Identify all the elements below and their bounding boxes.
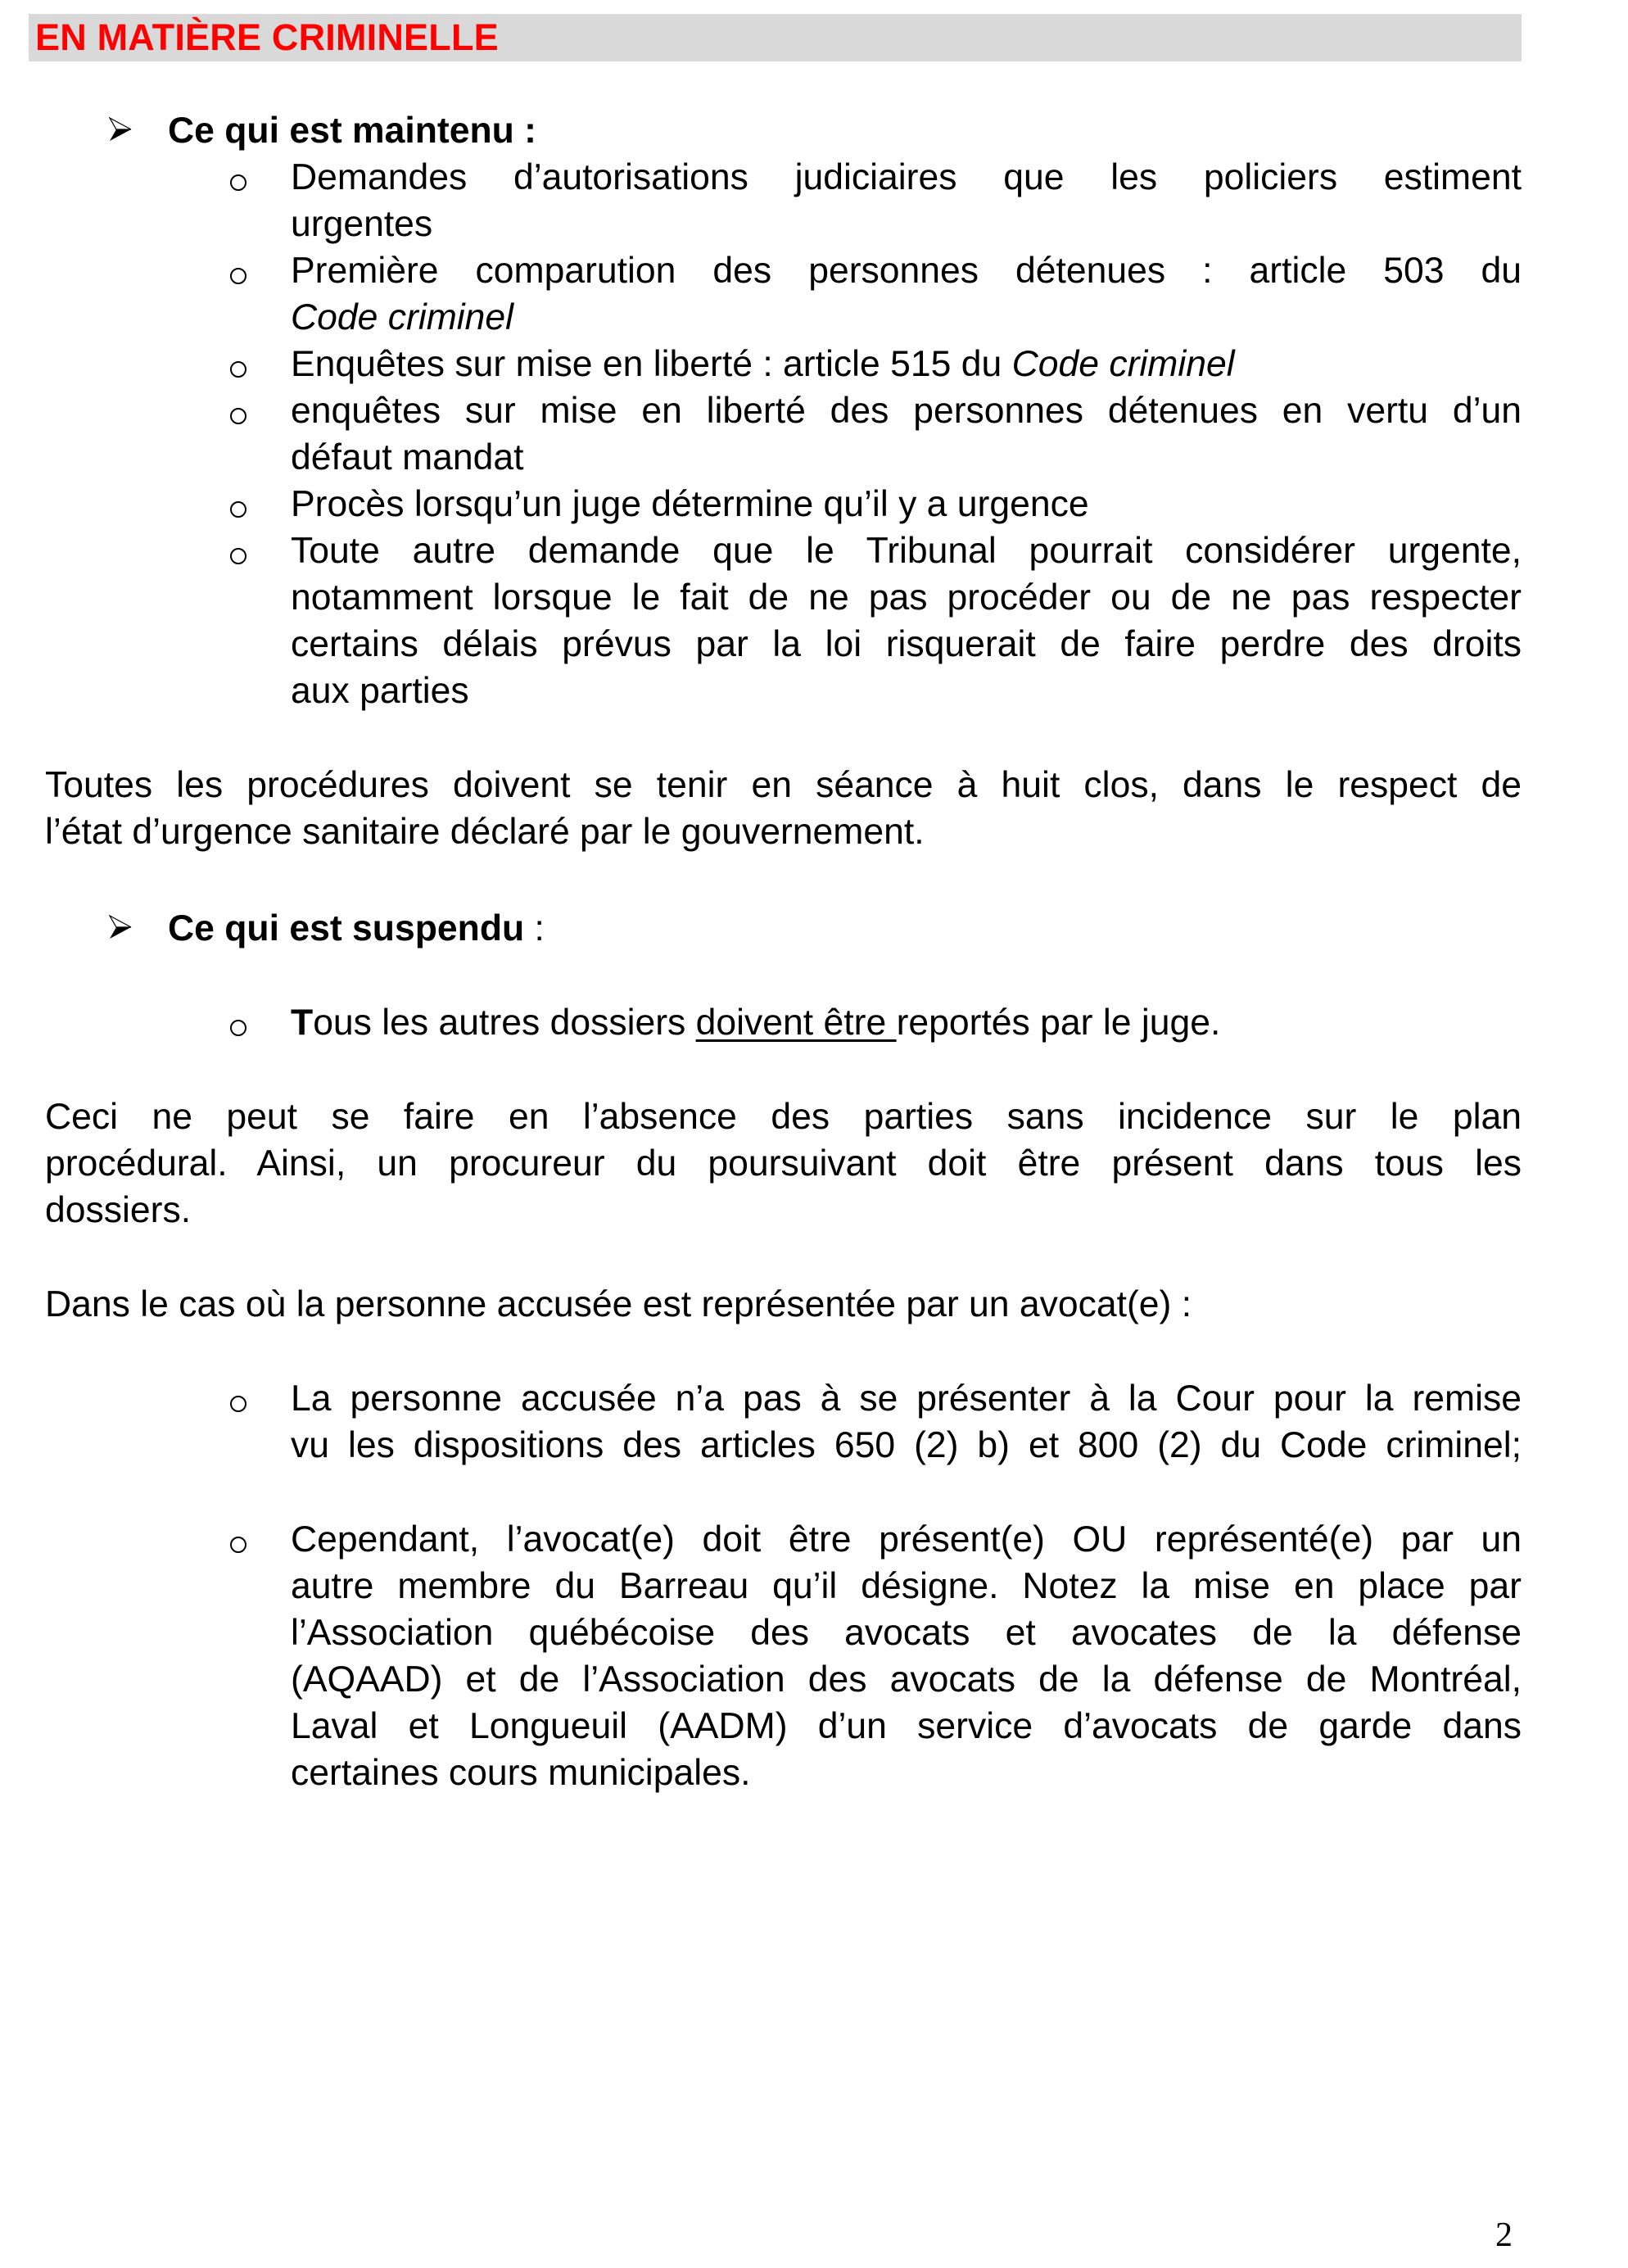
section-header-band	[29, 14, 1522, 61]
circle-bullet-icon	[230, 501, 246, 518]
circle-bullet-icon	[230, 1020, 246, 1036]
list-item-line	[291, 341, 1235, 387]
circle-bullet-icon	[230, 408, 246, 424]
list-item-bold-letter: T	[291, 1003, 314, 1043]
list-item-line	[291, 999, 1220, 1046]
circle-bullet-icon	[230, 174, 246, 191]
paragraph-line: dossiers.	[45, 1190, 192, 1230]
list-item-line: certaines cours municipales.	[291, 1753, 751, 1793]
list-item-line: Procès lorsqu’un juge détermine qu’il y a urgence	[291, 484, 1089, 524]
paragraph-line: Dans le cas où la personne accusée est représentée par un avocat(e) :	[45, 1284, 1192, 1324]
list-item-line: Demandes d’autorisations judiciaires que les policiers estiment	[291, 157, 1522, 197]
circle-bullet-icon	[230, 1537, 246, 1553]
list-item-underlined-text: doivent être	[695, 1003, 897, 1043]
list-item-line: La personne accusée n’a pas à se présenter à la Cour pour la remise	[291, 1378, 1522, 1419]
list-item-line: aux parties	[291, 671, 469, 711]
heading-suspended-colon: :	[524, 908, 545, 948]
list-item-text: ous les autres dossiers	[313, 1003, 696, 1043]
list-item-line: notamment lorsque le fait de ne pas procéder ou de ne pas respecter	[291, 577, 1522, 618]
arrowhead-bullet-icon	[109, 117, 132, 142]
section-title: EN MATIÈRE CRIMINELLE	[35, 16, 499, 58]
page-number: 2	[1495, 2216, 1513, 2254]
paragraph-line: procédural. Ainsi, un procureur du poursuivant doit être présent dans tous les	[45, 1143, 1522, 1184]
list-item-line: Laval et Longueuil (AADM) d’un service d’avocats de garde dans	[291, 1706, 1522, 1746]
list-item-line: urgentes	[291, 204, 433, 244]
list-item-line: autre membre du Barreau qu’il désigne. Notez la mise en place par	[291, 1566, 1522, 1606]
list-item-italic-text: Code criminel	[1011, 344, 1235, 384]
list-item-line: vu les dispositions des articles 650 (2) b) et 800 (2) du Code criminel;	[291, 1425, 1522, 1465]
heading-suspended	[168, 905, 545, 952]
circle-bullet-icon	[230, 548, 246, 564]
list-item-text: reportés par le juge.	[896, 1003, 1221, 1043]
circle-bullet-icon	[230, 268, 246, 284]
list-item-line: certains délais prévus par la loi risquerait de faire perdre des droits	[291, 624, 1522, 664]
list-item-line: défaut mandat	[291, 437, 524, 478]
paragraph-line: Ceci ne peut se faire en l’absence des parties sans incidence sur le plan	[45, 1097, 1522, 1137]
heading-maintained: Ce qui est maintenu :	[168, 111, 536, 151]
list-item-line: Code criminel	[291, 297, 514, 337]
list-item-line: l’Association québécoise des avocats et avocates de la défense	[291, 1613, 1522, 1653]
paragraph-line: Toutes les procédures doivent se tenir en séance à huit clos, dans le respect de	[45, 765, 1522, 805]
list-item-line: Cependant, l’avocat(e) doit être présent(e) OU représenté(e) par un	[291, 1519, 1522, 1560]
circle-bullet-icon	[230, 361, 246, 378]
list-item-line: Première comparution des personnes détenues : article 503 du	[291, 251, 1522, 291]
list-item-line: Toute autre demande que le Tribunal pourrait considérer urgente,	[291, 531, 1522, 571]
heading-suspended-bold: Ce qui est suspendu	[168, 908, 525, 948]
list-item-line: enquêtes sur mise en liberté des personnes détenues en vertu d’un	[291, 391, 1522, 431]
list-item-line: (AQAAD) et de l’Association des avocats de la défense de Montréal,	[291, 1659, 1522, 1700]
list-item-text: Enquêtes sur mise en liberté : article 515 du	[291, 344, 1012, 384]
paragraph-line: l’état d’urgence sanitaire déclaré par le gouvernement.	[45, 812, 925, 852]
arrowhead-bullet-icon	[109, 915, 132, 939]
circle-bullet-icon	[230, 1396, 246, 1412]
